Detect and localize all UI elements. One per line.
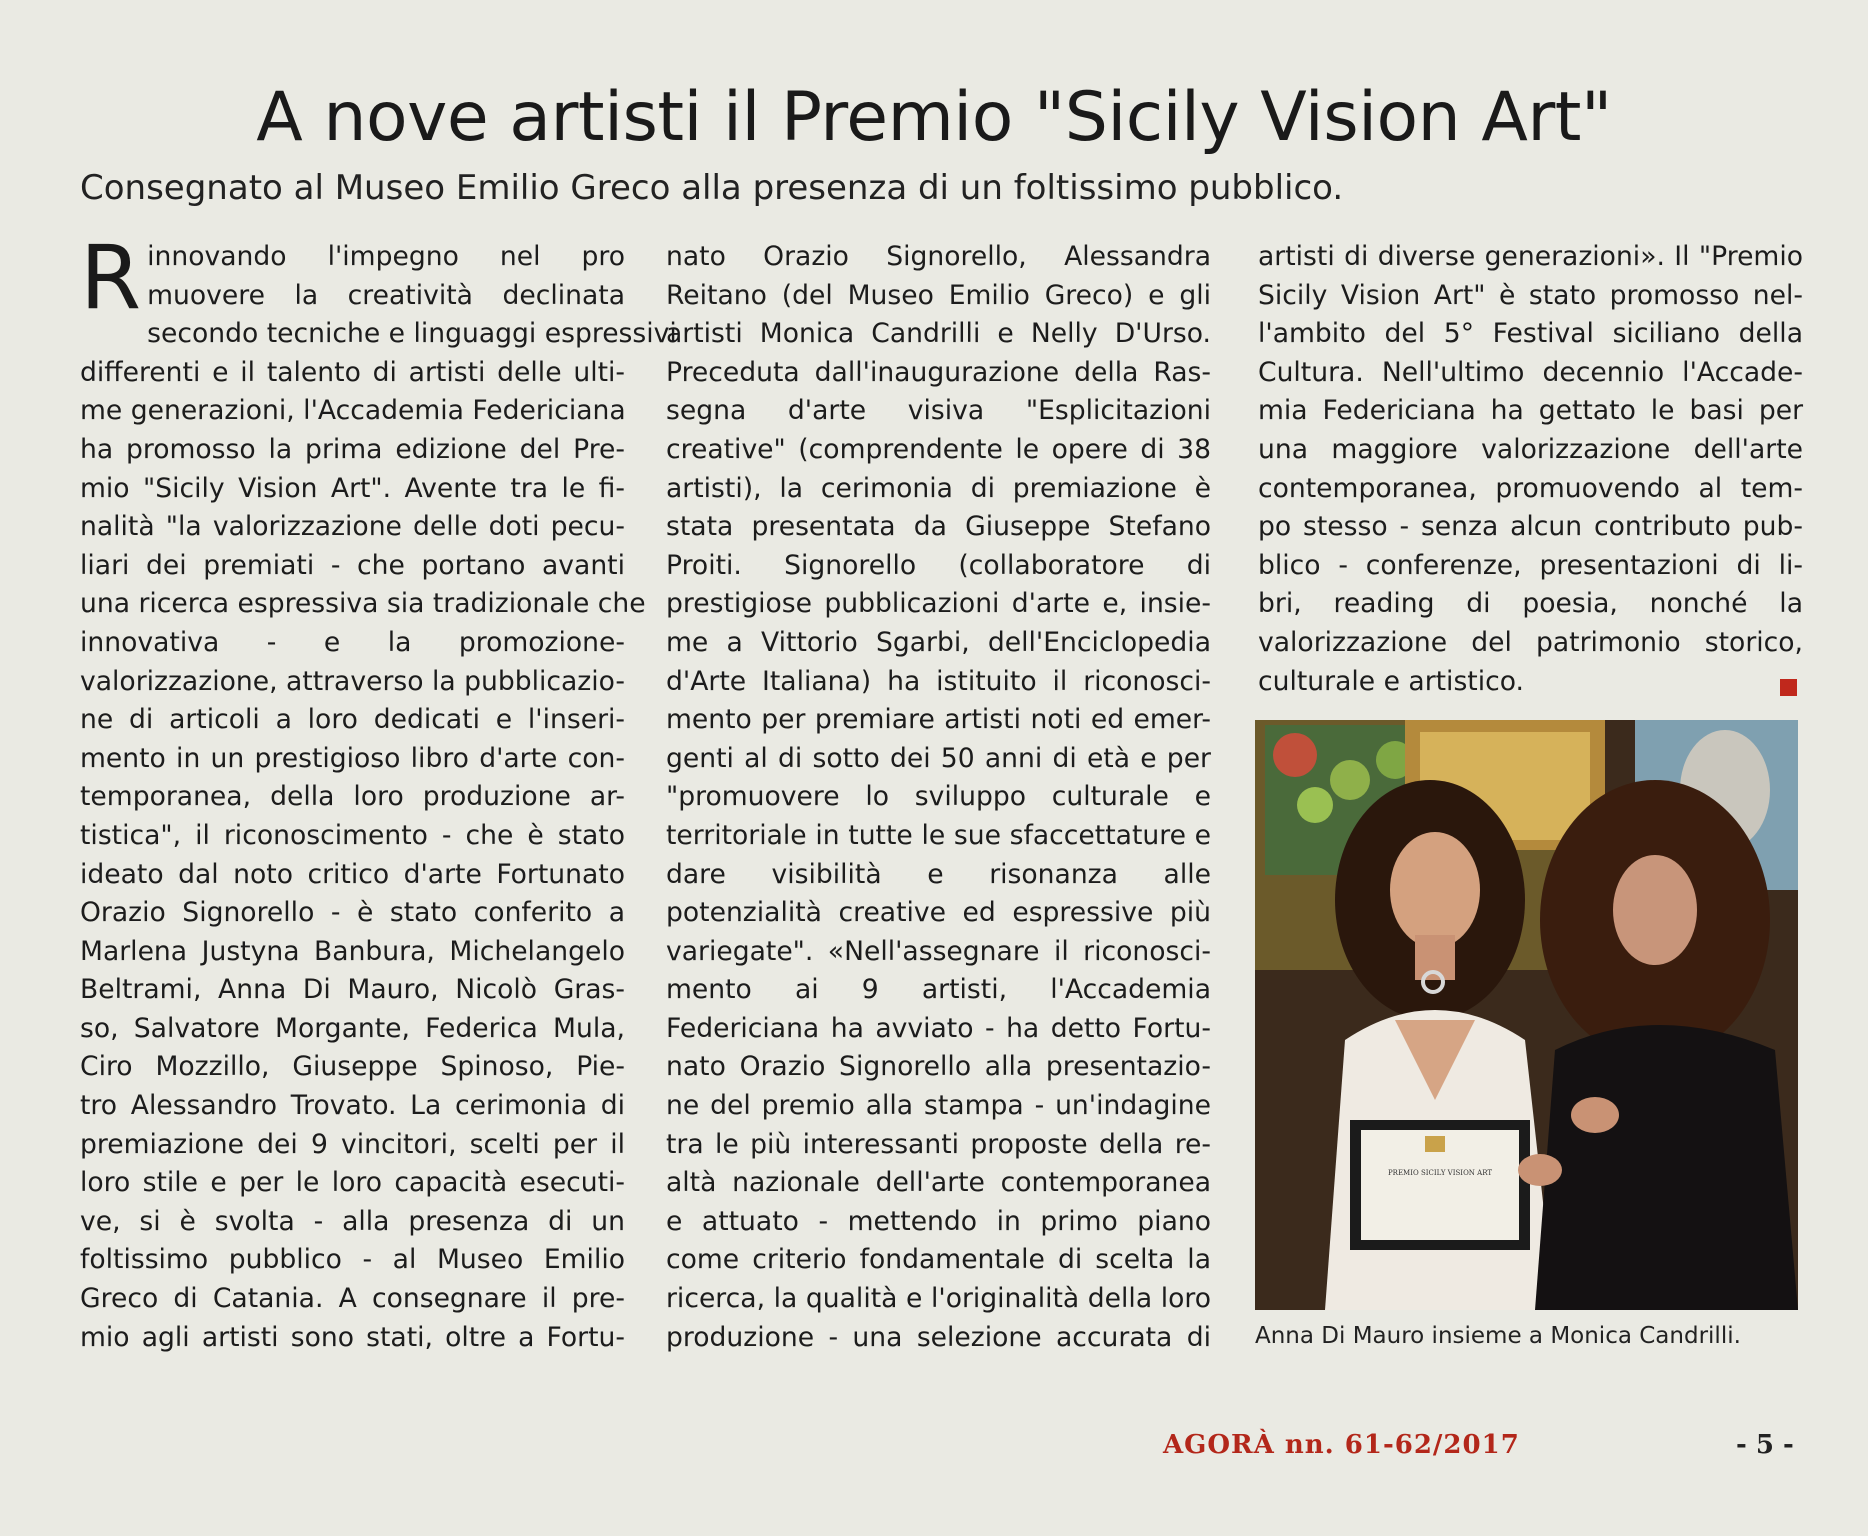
text-line: po stesso - senza alcun contributo pub- <box>1258 511 1803 543</box>
text-line: creative" (comprendente le opere di 38 <box>666 433 1211 465</box>
text-line: blico - conferenze, presentazioni di li- <box>1258 549 1803 581</box>
text-line: e attuato - mettendo in primo piano <box>666 1205 1211 1237</box>
text-line: tistica", il riconoscimento - che è stato <box>80 819 625 851</box>
text-line: me generazioni, l'Accademia Federiciana <box>80 395 626 427</box>
page-number: - 5 - <box>1736 1430 1794 1460</box>
text-line: prestigiose pubblicazioni d'arte e, insie- <box>666 588 1211 620</box>
text-line: bri, reading di poesia, nonché la <box>1258 588 1803 620</box>
article-end-square <box>1780 679 1797 696</box>
text-line: genti al di sotto dei 50 anni di età e per <box>666 742 1211 774</box>
text-line: artisti), la cerimonia di premiazione è <box>666 472 1211 504</box>
text-line: valorizzazione del patrimonio storico, <box>1258 626 1803 658</box>
text-line: ne di articoli a loro dedicati e l'inseri- <box>80 704 625 736</box>
text-line: tro Alessandro Trovato. La cerimonia di <box>80 1090 625 1122</box>
text-line: d'Arte Italiana) ha istituito il riconosci- <box>666 665 1211 697</box>
text-line: l'ambito del 5° Festival siciliano della <box>1258 318 1803 350</box>
text-line: Reitano (del Museo Emilio Greco) e gli <box>666 279 1211 311</box>
text-line: artisti di diverse generazioni». Il "Premio <box>1258 241 1803 272</box>
text-line: Greco di Catania. A consegnare il pre- <box>80 1283 625 1315</box>
text-line: Beltrami, Anna Di Mauro, Nicolò Gras- <box>80 974 625 1006</box>
text-line: innovativa - e la promozione- <box>80 626 625 658</box>
text-line: so, Salvatore Morgante, Federica Mula, <box>80 1012 625 1044</box>
text-line: produzione - una selezione accurata di <box>666 1321 1211 1353</box>
text-line: innovando l'impegno nel pro <box>147 241 625 272</box>
text-line: foltissimo pubblico - al Museo Emilio <box>80 1244 625 1276</box>
text-line: dare visibilità e risonanza alle <box>666 858 1211 890</box>
text-line: ricerca, la qualità e l'originalità della loro <box>666 1283 1211 1315</box>
text-line: nato Orazio Signorello, Alessandra <box>666 241 1211 272</box>
text-line: mento in un prestigioso libro d'arte con- <box>80 742 625 774</box>
text-line: valorizzazione, attraverso la pubblicazio- <box>80 665 626 697</box>
text-line: mio agli artisti sono stati, oltre a Fortu- <box>80 1321 625 1353</box>
text-line: mento per premiare artisti noti ed emer- <box>666 704 1211 736</box>
magazine-issue: AGORÀ nn. 61-62/2017 <box>1163 1430 1520 1460</box>
text-line: culturale e artistico. <box>1258 665 1524 697</box>
text-line: temporanea, della loro produzione ar- <box>80 781 625 813</box>
text-line: contemporanea, promuovendo al tem- <box>1258 472 1803 504</box>
text-line: Sicily Vision Art" è stato promosso nel- <box>1258 279 1803 311</box>
text-line: ha promosso la prima edizione del Pre- <box>80 433 625 465</box>
text-line: variegate". «Nell'assegnare il riconosci- <box>666 935 1211 967</box>
text-line: potenzialità creative ed espressive più <box>666 897 1211 929</box>
text-line: Proiti. Signorello (collaboratore di <box>666 549 1211 581</box>
text-line: territoriale in tutte le sue sfaccettature e <box>666 819 1211 851</box>
photo-caption: Anna Di Mauro insieme a Monica Candrilli. <box>1255 1323 1741 1349</box>
text-line: Federiciana ha avviato - ha detto Fortu- <box>666 1012 1211 1044</box>
text-line: ne del premio alla stampa - un'indagine <box>666 1090 1211 1122</box>
text-line: Marlena Justyna Banbura, Michelangelo <box>80 935 625 967</box>
text-line: mento ai 9 artisti, l'Accademia <box>666 974 1211 1006</box>
text-line: premiazione dei 9 vincitori, scelti per il <box>80 1128 625 1160</box>
article-column-2 <box>666 238 1211 1357</box>
article-subtitle: Consegnato al Museo Emilio Greco alla presenza di un foltissimo pubblico. <box>80 168 1344 208</box>
article-column-3 <box>1258 238 1803 701</box>
text-line: Preceduta dall'inaugurazione della Ras- <box>666 356 1211 388</box>
text-line: differenti e il talento di artisti delle ulti- <box>80 356 625 388</box>
text-line: artisti Monica Candrilli e Nelly D'Urso. <box>666 318 1211 350</box>
text-line: tra le più interessanti proposte della re- <box>666 1128 1211 1160</box>
text-line: me a Vittorio Sgarbi, dell'Enciclopedia <box>666 626 1211 658</box>
text-line: mia Federiciana ha gettato le basi per <box>1258 395 1803 427</box>
text-line: una maggiore valorizzazione dell'arte <box>1258 433 1803 465</box>
text-line: muovere la creatività declinata <box>147 279 625 311</box>
text-line: altà nazionale dell'arte contemporanea <box>666 1167 1211 1199</box>
text-line: Cultura. Nell'ultimo decennio l'Accade- <box>1258 356 1803 388</box>
plaque-text: PREMIO SICILY VISION ART <box>1387 1169 1493 1177</box>
text-line: nato Orazio Signorello alla presentazio- <box>666 1051 1211 1083</box>
photo-two-women-with-award <box>1255 720 1798 1310</box>
photo-illustration <box>1255 720 1798 1310</box>
article-column-1 <box>80 226 677 1357</box>
text-line: come criterio fondamentale di scelta la <box>666 1244 1211 1276</box>
text-line: Ciro Mozzillo, Giuseppe Spinoso, Pie- <box>80 1051 625 1083</box>
text-line: Orazio Signorello - è stato conferito a <box>80 897 625 929</box>
text-line: loro stile e per le loro capacità esecuti- <box>80 1167 625 1199</box>
text-line: "promuovere lo sviluppo culturale e <box>666 781 1211 813</box>
article-title: A nove artisti il Premio "Sicily Vision Art" <box>256 78 1612 157</box>
text-line: liari dei premiati - che portano avanti <box>80 549 625 581</box>
text-line: stata presentata da Giuseppe Stefano <box>666 511 1211 543</box>
text-line: ve, si è svolta - alla presenza di un <box>80 1205 625 1237</box>
text-line: ideato dal noto critico d'arte Fortunato <box>80 858 625 890</box>
text-line: segna d'arte visiva "Esplicitazioni <box>666 395 1211 427</box>
drop-cap: R <box>80 226 142 329</box>
text-line: mio "Sicily Vision Art". Avente tra le fi- <box>80 472 625 504</box>
text-line: secondo tecniche e linguaggi espressivi <box>147 318 677 350</box>
text-line: una ricerca espressiva sia tradizionale che <box>80 588 646 620</box>
text-line: nalità "la valorizzazione delle doti pecu- <box>80 511 625 543</box>
